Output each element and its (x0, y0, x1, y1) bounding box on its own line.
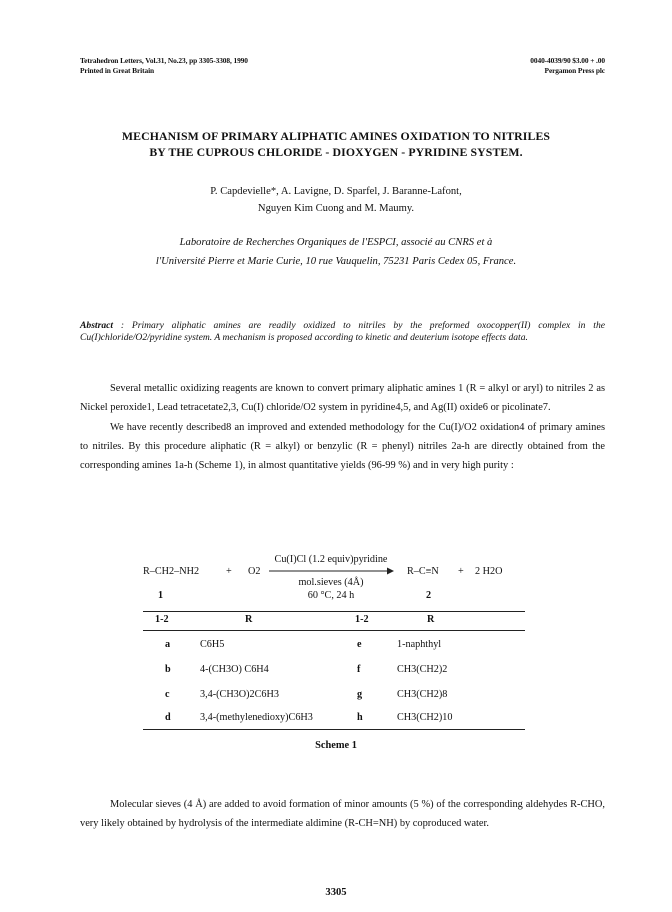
price-code: 0040-4039/90 $3.00 + .00 (530, 56, 605, 65)
header-cell: R (245, 614, 253, 625)
row-substituent: C6H5 (200, 639, 225, 650)
paragraph-2: We have recently described8 an improved and extended methodology for the Cu(I)/O2 oxidation4 of primary amines to nitriles. By this procedure aliphatic (R = alkyl) or benzylic (R = phenyl) nitriles 2a-h are directly obtained from the corresponding amines 1a-h (Scheme 1), in almost quantitative yields (96-99 %) and in very high purity : (80, 421, 605, 472)
affiliation-line2: l'Université Pierre et Marie Curie, 10 rue Vauquelin, 75231 Paris Cedex 05, France. (155, 256, 517, 267)
row-label: f (357, 664, 361, 675)
printed-location: Printed in Great Britain (80, 66, 155, 75)
authors-line2: Nguyen Kim Cuong and M. Maumy. (257, 203, 415, 214)
header-cell: 1-2 (155, 614, 169, 625)
row-label: h (357, 712, 363, 723)
abstract-text: : Primary aliphatic amines are readily oxidized to nitriles by the preformed oxocopper(II) complex in the Cu(I)chloride/O2/pyridine system. A mechanism is proposed according to kinetic and deuterium isotope effects data. (80, 320, 606, 343)
row-label: b (165, 664, 171, 675)
row-substituent: 3,4-(CH3O)2C6H3 (200, 689, 279, 700)
reagent-below-arrow: mol.sieves (4Å) (298, 577, 364, 588)
product-nitrile: R–C≡N (407, 566, 439, 577)
row-substituent: CH3(CH2)8 (397, 689, 448, 700)
row-label: c (165, 689, 170, 700)
reagent-above-arrow: Cu(I)Cl (1.2 equiv)pyridine (274, 554, 388, 565)
header-cell: 1-2 (355, 614, 369, 625)
row-label: e (357, 639, 362, 650)
plus-sign: + (226, 566, 232, 577)
row-substituent: 4-(CH3O) C6H4 (200, 664, 269, 675)
paragraph-3: Molecular sieves (4 Å) are added to avoid formation of minor amounts (5 %) of the corresponding aldehydes R-CHO, very likely obtained by hydrolysis of the intermediate aldimine (R-CH=NH) by coproduced water. (80, 799, 605, 830)
plus-sign-2: + (458, 566, 464, 577)
row-substituent: 3,4-(methylenedioxy)C6H3 (200, 712, 313, 723)
affiliation-line1: Laboratoire de Recherches Organiques de l'ESPCI, associé au CNRS et à (179, 237, 493, 248)
row-label: g (357, 689, 363, 700)
publisher: Pergamon Press plc (544, 66, 605, 75)
abstract-label: Abstract (80, 320, 114, 331)
abstract (80, 320, 605, 343)
paper-title-line2: BY THE CUPROUS CHLORIDE - DIOXYGEN - PYRIDINE SYSTEM. (149, 145, 523, 159)
reaction-arrow (269, 567, 395, 575)
paragraph-1: Several metallic oxidizing reagents are known to convert primary aliphatic amines 1 (R = alkyl or aryl) to nitriles 2 as Nickel peroxide1, Lead tetracetate2,3, Cu(I) chloride/O2 system in pyridine4,5, and Ag(II) oxide6 or picolinate7. (80, 383, 605, 414)
water: 2 H2O (475, 566, 503, 577)
row-substituent: CH3(CH2)10 (397, 712, 453, 723)
paper-title-line1: MECHANISM OF PRIMARY ALIPHATIC AMINES OXIDATION TO NITRILES (121, 129, 551, 143)
scheme-caption: Scheme 1 (315, 740, 357, 751)
row-substituent: CH3(CH2)2 (397, 664, 448, 675)
page-number: 3305 (325, 887, 347, 898)
row-label: d (165, 712, 171, 723)
table-bottom-rule (143, 729, 525, 730)
authors-line1: P. Capdevielle*, A. Lavigne, D. Sparfel, J. Baranne-Lafont, (210, 186, 462, 197)
compound-label-2: 2 (426, 590, 432, 601)
header-cell: R (427, 614, 435, 625)
body-text-top (80, 379, 605, 475)
compound-label-1: 1 (158, 590, 164, 601)
table-header-rule (143, 630, 525, 631)
oxygen: O2 (248, 566, 261, 577)
journal-citation: Tetrahedron Letters, Vol.31, No.23, pp 3305-3308, 1990 (80, 56, 248, 65)
reactant-amine: R–CH2–NH2 (143, 566, 200, 577)
reaction-conditions: 60 °C, 24 h (307, 590, 355, 601)
row-substituent: 1-naphthyl (397, 639, 442, 650)
table-top-rule (143, 611, 525, 612)
row-label: a (165, 639, 171, 650)
body-text-bottom (80, 795, 605, 834)
